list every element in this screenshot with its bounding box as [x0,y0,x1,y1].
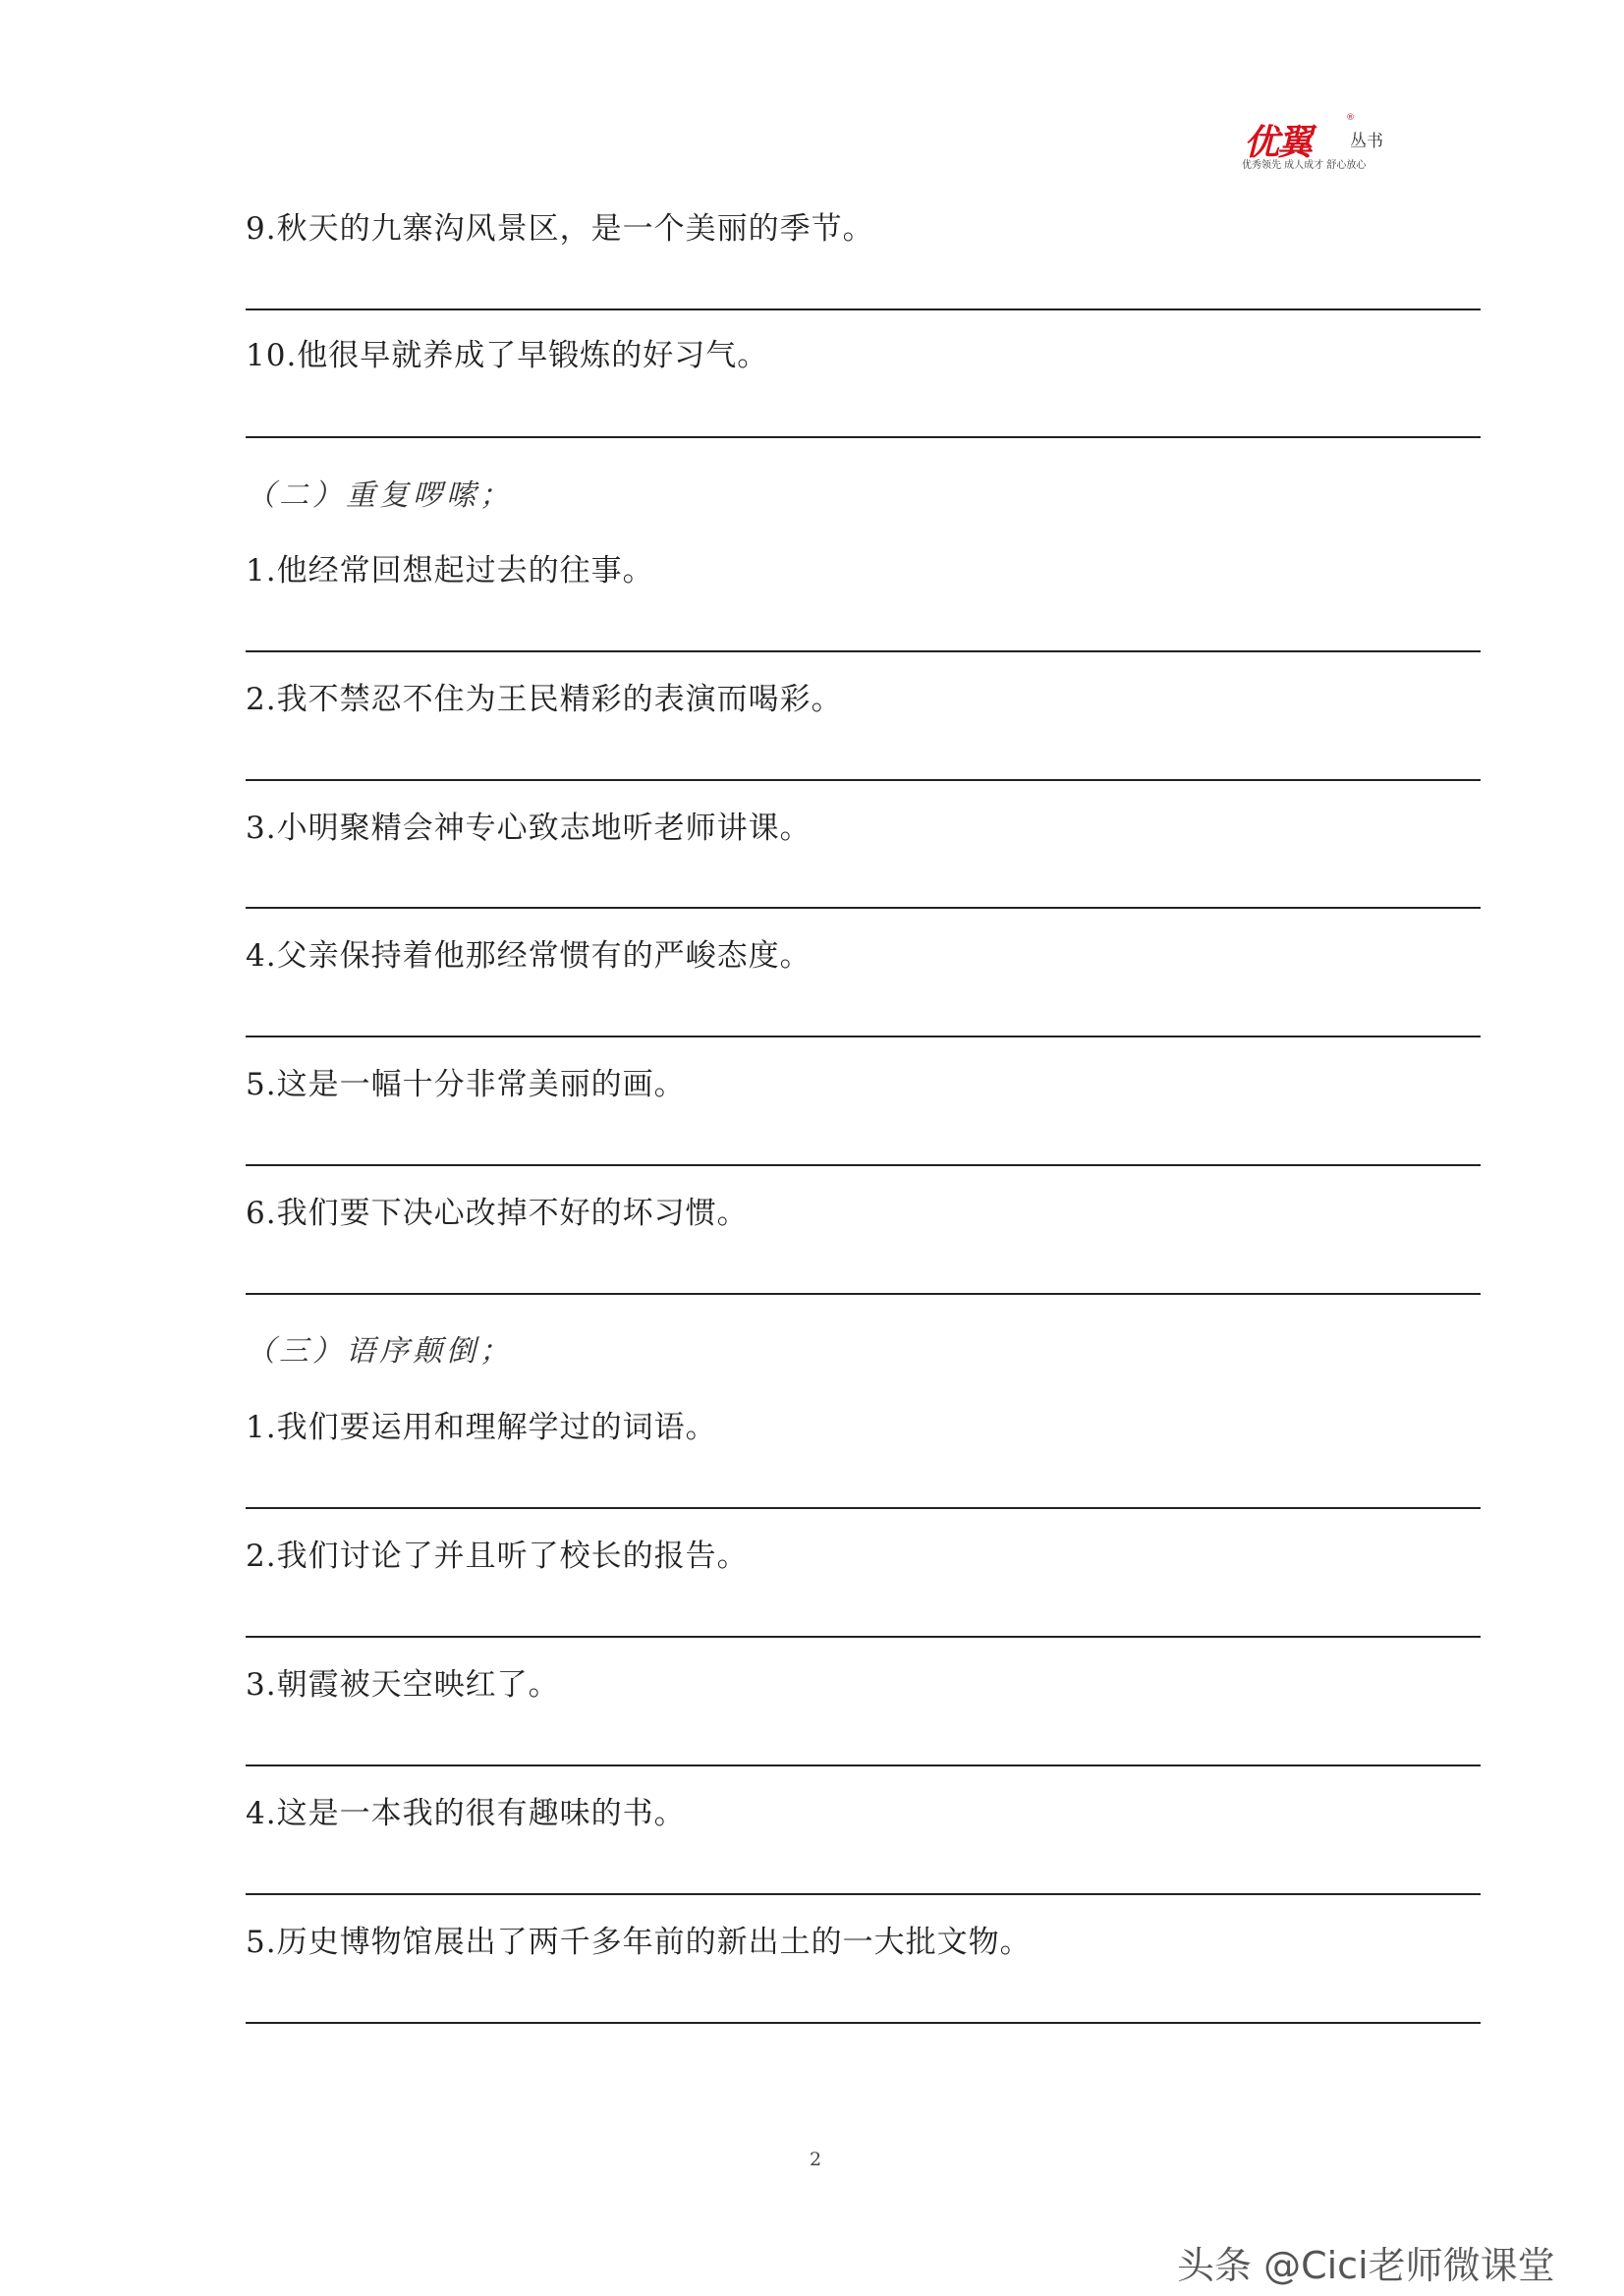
answer-line[interactable] [246,1036,1481,1037]
answer-line[interactable] [246,907,1481,909]
logo-series-text: 丛书 [1350,132,1383,151]
question-repetition-3: 3.小明聚精会神专心致志地听老师讲课。 [246,811,812,846]
answer-line[interactable] [246,650,1481,652]
brand-logo [1240,113,1407,174]
question-word-order-3: 3.朝霞被天空映红了。 [246,1667,560,1703]
question-9: 9.秋天的九寨沟风景区，是一个美丽的季节。 [246,211,874,247]
page-number: 2 [809,2149,822,2170]
answer-line[interactable] [246,1293,1481,1295]
question-word-order-5: 5.历史博物馆展出了两千多年前的新出土的一大批文物。 [246,1925,1032,1960]
answer-line[interactable] [246,1636,1481,1638]
question-repetition-4: 4.父亲保持着他那经常惯有的严峻态度。 [246,938,812,974]
logo-registered-mark: ® [1346,113,1355,123]
answer-line[interactable] [246,436,1481,438]
question-repetition-1: 1.他经常回想起过去的往事。 [246,553,654,588]
answer-line[interactable] [246,1164,1481,1166]
section-heading-repetition: （二）重复啰嗦； [246,478,513,513]
logo-brand-text: 优翼 [1244,123,1312,163]
question-word-order-2: 2.我们讨论了并且听了校长的报告。 [246,1539,749,1574]
answer-line[interactable] [246,2022,1481,2024]
question-word-order-1: 1.我们要运用和理解学过的词语。 [246,1410,717,1445]
answer-line[interactable] [246,1764,1481,1766]
question-10: 10.他很早就养成了早锻炼的好习气。 [246,338,769,373]
answer-line[interactable] [246,1893,1481,1895]
logo-tagline: 优秀领先 成人成才 舒心放心 [1242,160,1367,171]
question-word-order-4: 4.这是一本我的很有趣味的书。 [246,1796,686,1831]
answer-line[interactable] [246,1507,1481,1509]
question-repetition-6: 6.我们要下决心改掉不好的坏习惯。 [246,1196,749,1231]
question-repetition-5: 5.这是一幅十分非常美丽的画。 [246,1067,686,1102]
watermark: 头条 @Cici老师微课堂 [1177,2244,1555,2287]
question-repetition-2: 2.我不禁忍不住为王民精彩的表演而喝彩。 [246,682,843,717]
section-heading-word-order: （三）语序颠倒； [246,1334,513,1369]
answer-line[interactable] [246,779,1481,781]
answer-line[interactable] [246,308,1481,310]
